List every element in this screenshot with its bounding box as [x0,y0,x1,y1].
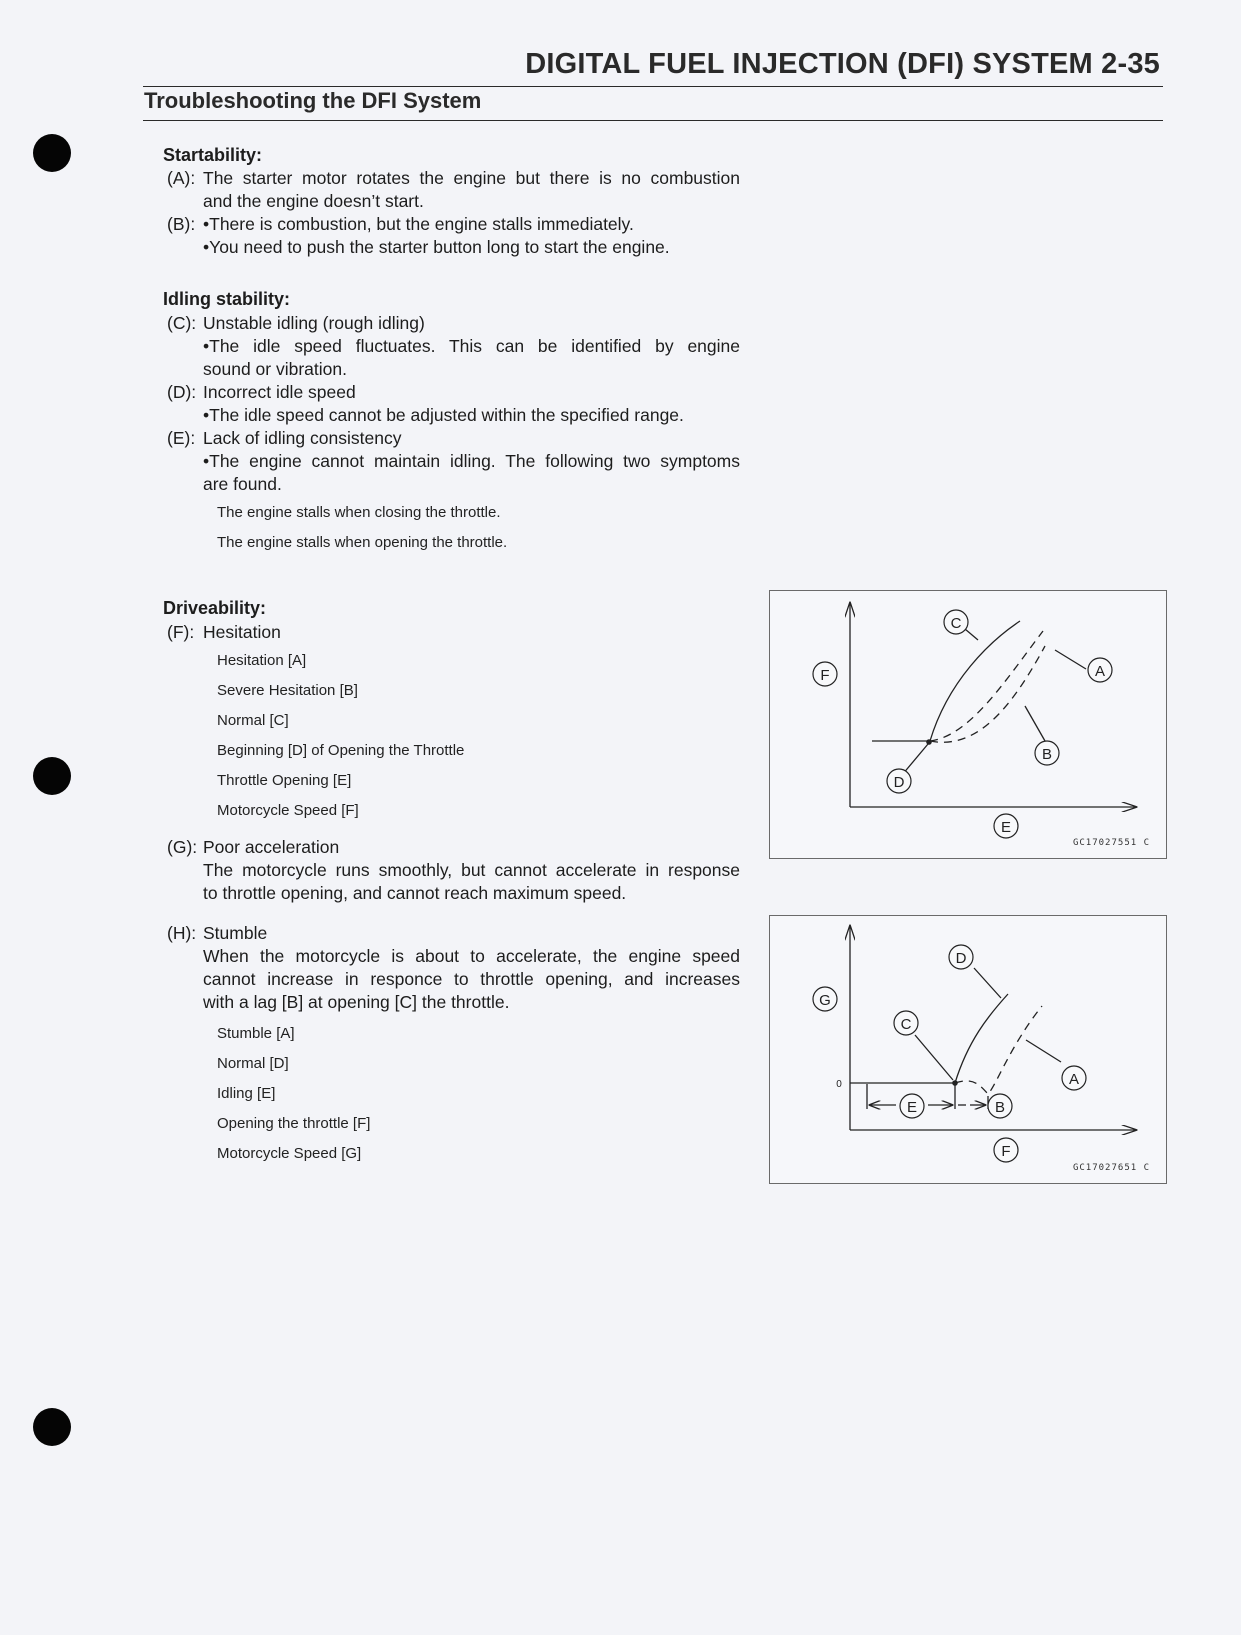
stumble-diagram [770,916,1166,1183]
hesitation-legend-item: Normal [C] [217,712,289,729]
driveability-h-line1: When the motorcycle is about to accelerate, the engine speed [203,946,740,966]
idling-c-label: (C): [167,313,197,333]
label-d: D [893,774,905,791]
binder-hole-top [33,134,71,172]
driveability-g-line1: The motorcycle runs smoothly, but cannot accelerate in response [203,860,740,880]
hesitation-diagram [770,591,1166,858]
idling-e-label: (E): [167,428,196,448]
driveability-h-title: Stumble [203,923,268,943]
idling-e-line1: •The engine cannot maintain idling. The following two symptoms [203,451,740,471]
idling-c-title: Unstable idling (rough idling) [203,313,425,333]
label-b: B [1041,746,1053,763]
idling-d-label: (D): [167,382,197,402]
normal-curve [955,994,1008,1083]
driveability-g-title: Poor acceleration [203,837,340,857]
stumble-legend-item: Opening the throttle [F] [217,1115,371,1132]
page-header-title: DIGITAL FUEL INJECTION (DFI) SYSTEM 2-35 [525,48,1160,80]
idling-d-line1: •The idle speed cannot be adjusted within the specified range. [203,405,684,425]
stumble-legend-item: Motorcycle Speed [G] [217,1145,362,1162]
idling-c-line2: sound or vibration. [203,359,347,379]
label-f: F [1001,1143,1011,1160]
normal-curve [930,621,1020,741]
startability-b-line1: •There is combustion, but the engine stalls immediately. [203,214,634,234]
label-b: B [994,1099,1006,1116]
driveability-heading: Driveability: [163,598,267,618]
stumble-legend-item: Stumble [A] [217,1025,295,1042]
idling-d-title: Incorrect idle speed [203,382,356,402]
section-title: Troubleshooting the DFI System [144,88,482,113]
driveability-h-line2: cannot increase in responce to throttle opening, and increases [203,969,740,989]
figure-code: GC17027551 C [1072,838,1150,848]
label-e: E [1000,819,1012,836]
startability-b-label: (B): [167,214,196,234]
driveability-g-line2: to throttle opening, and cannot reach maximum speed. [203,883,627,903]
driveability-h-label: (H): [167,923,197,943]
label-c: C [950,615,962,632]
idling-e-line2: are found. [203,474,282,494]
hesitation-legend-item: Hesitation [A] [217,652,307,669]
binder-hole-middle [33,757,71,795]
stumble-figure [769,915,1167,1184]
stumble-legend-item: Normal [D] [217,1055,289,1072]
idling-e-title: Lack of idling consistency [203,428,402,448]
driveability-h-line3: with a lag [B] at opening [C] the throttle. [203,992,510,1012]
binder-hole-bottom [33,1408,71,1446]
label-a: A [1068,1071,1080,1088]
hesitation-figure [769,590,1167,859]
hesitation-legend-item: Throttle Opening [E] [217,772,352,789]
label-a: A [1094,663,1106,680]
startability-heading: Startability: [163,145,263,165]
label-e: E [906,1099,918,1116]
startability-a-line1: The starter motor rotates the engine but there is no combustion [203,168,740,188]
label-f: F [820,667,830,684]
label-d: D [955,950,967,967]
label-c: C [900,1016,912,1033]
label-g: G [819,992,831,1009]
hesitation-legend-item: Motorcycle Speed [F] [217,802,359,819]
hesitation-curve [930,631,1043,741]
figure-code: GC17027651 C [1072,1163,1150,1173]
idling-heading: Idling stability: [163,289,291,309]
header-rule-bottom [143,120,1163,121]
driveability-f-label: (F): [167,622,195,642]
idling-e-sub2: The engine stalls when opening the throttle. [217,534,508,551]
startability-b-line2: •You need to push the starter button long to start the engine. [203,237,670,257]
driveability-g-label: (G): [167,837,198,857]
startability-a-label: (A): [167,168,196,188]
zero-label: 0 [836,1079,842,1090]
idling-c-line1: •The idle speed fluctuates. This can be identified by engine [203,336,740,356]
header-rule-top [143,86,1163,87]
idling-e-sub1: The engine stalls when closing the throttle. [217,504,501,521]
hesitation-legend-item: Severe Hesitation [B] [217,682,358,699]
hesitation-legend-item: Beginning [D] of Opening the Throttle [217,742,465,759]
stumble-legend-item: Idling [E] [217,1085,276,1102]
driveability-f-title: Hesitation [203,622,281,642]
startability-a-line2: and the engine doesn’t start. [203,191,424,211]
severe-hesitation-curve [930,646,1045,742]
